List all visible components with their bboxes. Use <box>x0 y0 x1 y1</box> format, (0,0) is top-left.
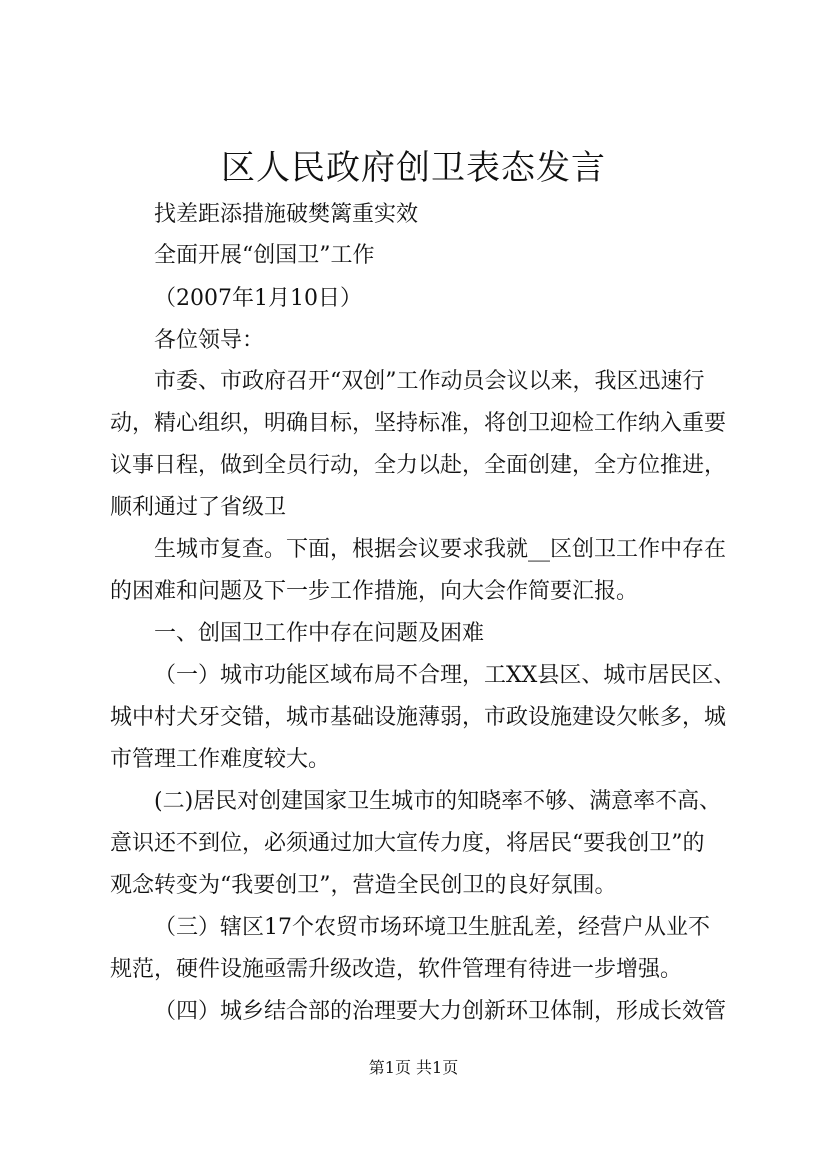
item-1-line-3: 市管理工作难度较大。 <box>110 747 331 772</box>
item-1-line-1: （一）城市功能区域布局不合理，工XX县区、城市居民区、 <box>154 663 736 688</box>
document-title: 区人民政府创卫表态发言 <box>221 148 606 188</box>
subtitle-line-1: 找差距添措施破樊篱重实效 <box>154 202 419 227</box>
item-3-line-1: （三）辖区17个农贸市场环境卫生脏乱差，经营户从业不 <box>154 915 710 940</box>
page-footer: 第1页 共1页 <box>368 1058 459 1077</box>
item-2-line-3: 观念转变为“我要创卫”，营造全民创卫的良好氛围。 <box>110 873 617 898</box>
document-date: （2007年1月10日） <box>154 286 362 311</box>
subtitle-line-2: 全面开展“创国卫”工作 <box>154 243 375 268</box>
paragraph-2-line-2: 的困难和问题及下一步工作措施，向大会作简要汇报。 <box>110 579 639 604</box>
item-4-line-1: （四）城乡结合部的治理要大力创新环卫体制，形成长效管 <box>154 999 727 1024</box>
paragraph-1-line-3: 议事日程，做到全员行动，全力以赴，全面创建，全方位推进， <box>110 453 727 478</box>
paragraph-2-line-1: 生城市复查。下面，根据会议要求我就__区创卫工作中存在 <box>154 537 727 562</box>
item-2-line-2: 意识还不到位，必须通过加大宣传力度，将居民“要我创卫”的 <box>110 831 705 856</box>
item-1-line-2: 城中村犬牙交错，城市基础设施薄弱，市政设施建设欠帐多，城 <box>110 705 727 730</box>
section-1-heading: 一、创国卫工作中存在问题及困难 <box>154 621 485 646</box>
paragraph-1-line-1: 市委、市政府召开“双创”工作动员会议以来，我区迅速行 <box>154 369 705 394</box>
paragraph-1-line-4: 顺利通过了省级卫 <box>110 495 287 520</box>
salutation: 各位领导： <box>154 328 265 353</box>
item-3-line-2: 规范，硬件设施亟需升级改造，软件管理有待进一步增强。 <box>110 957 683 982</box>
item-2-line-1: (二)居民对创建国家卫生城市的知晓率不够、满意率不高、 <box>154 789 722 814</box>
paragraph-1-line-2: 动，精心组织，明确目标，坚持标准，将创卫迎检工作纳入重要 <box>110 411 727 436</box>
